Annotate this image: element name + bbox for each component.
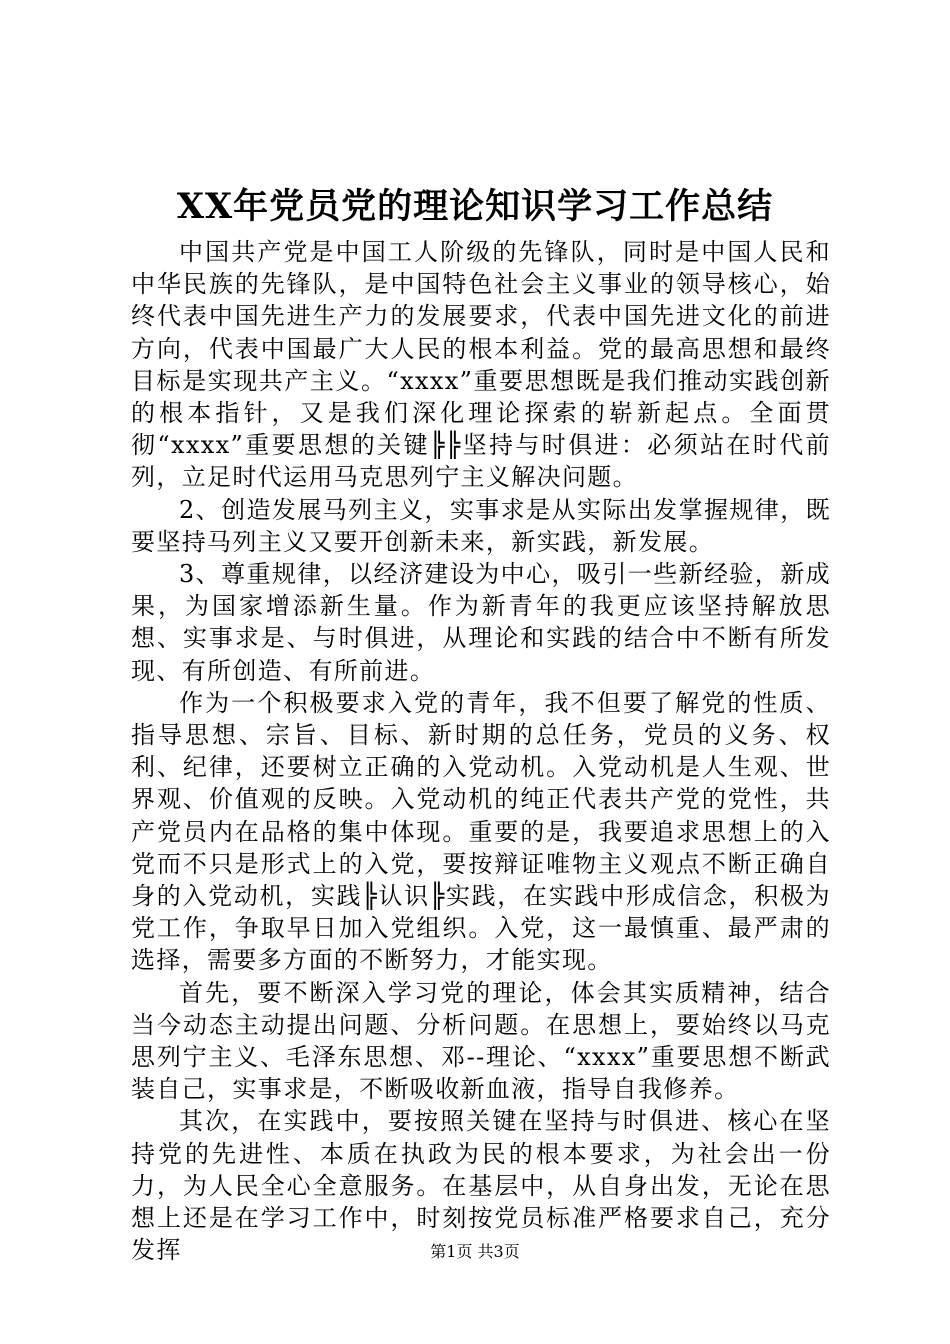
paragraph-5: 首先，要不断深入学习党的理论，体会其实质精神，结合当今动态主动提出问题、分析问题。在思想上，要始终以马克思列宁主义、毛泽东思想、邓--理论、“xxxx”重要思想不断武装自己，实事求是，不断吸收新血液，指导自我修养。 [131,978,831,1104]
paragraph-3: 3、尊重规律，以经济建设为中心，吸引一些新经验，新成果，为国家增添新生量。作为新青年的我更应该坚持解放思想、实事求是、与时俱进，从理论和实践的结合中不断有所发现、有所创造、有所前进。 [131,560,831,685]
paragraph-1: 中国共产党是中国工人阶级的先锋队，同时是中国人民和中华民族的先锋队，是中国特色社会主义事业的领导核心，始终代表中国先进生产力的发展要求，代表中国先进文化的前进方向，代表中国最广大人民的根本利益。党的最高思想和最终目标是实现共产主义。“xxxx”重要思想既是我们推动实践创新的根本指针，又是我们深化理论探索的崭新起点。全面贯彻“xxxx”重要思想的关键╠╠坚持与时俱进：必须站在时代前列，立足时代运用马克思列宁主义解决问题。 [131,238,831,492]
paragraph-6: 其次，在实践中，要按照关键在坚持与时俱进、核心在坚持党的先进性、本质在执政为民的根本要求，为社会出一份力，为人民全心全意服务。在基层中，从自身出发，无论在思想上还是在学习工作中，时刻按党员标准严格要求自己，充分发挥 [131,1107,831,1265]
page-footer: 第1页 共3页 [430,1242,520,1261]
paragraph-4: 作为一个积极要求入党的青年，我不但要了解党的性质、指导思想、宗旨、目标、新时期的总任务，党员的义务、权利、纪律，还要树立正确的入党动机。入党动机是人生观、世界观、价值观的反映。入党动机的纯正代表共产党的党性，共产党员内在品格的集中体现。重要的是，我要追求思想上的入党而不只是形式上的入党，要按辩证唯物主义观点不断正确自身的入党动机，实践╠认识╠实践，在实践中形成信念，积极为党工作，争取早日加入党组织。入党，这一最慎重、最严肃的选择，需要多方面的不断努力，才能实现。 [131,688,831,975]
document-title: XX年党员党的理论知识学习工作总结 [176,186,774,227]
paragraph-2: 2、创造发展马列主义，实事求是从实际出发掌握规律，既要坚持马列主义又要开创新未来，新实践，新发展。 [131,495,831,556]
document-body [131,236,831,1267]
